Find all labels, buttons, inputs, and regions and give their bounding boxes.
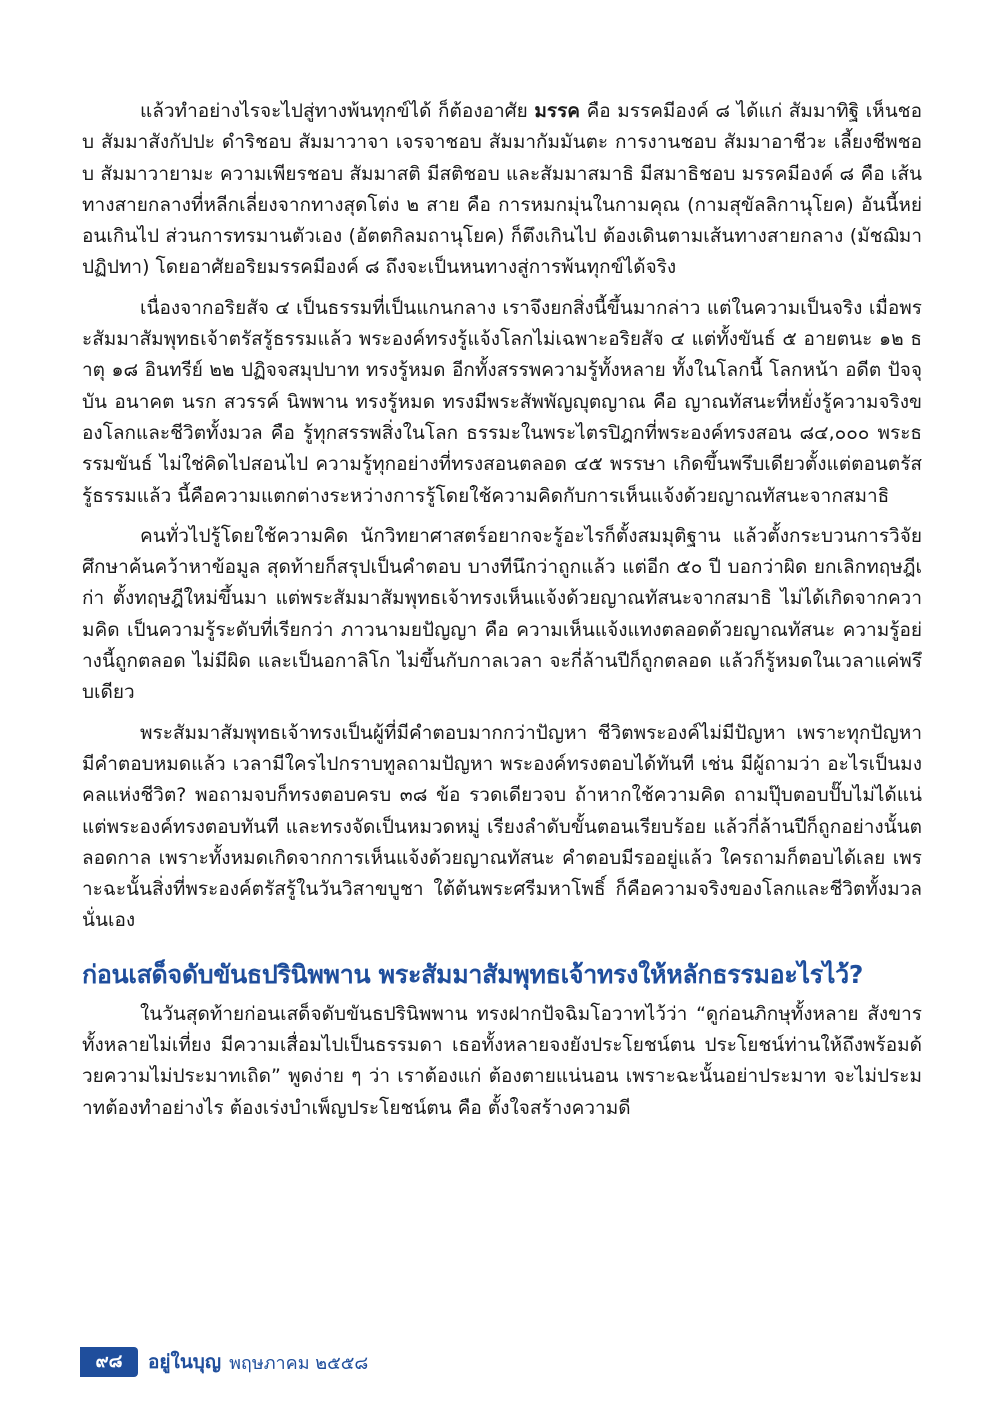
paragraph-1-text-end: คือ มรรคมีองค์ ๘ ได้แก่ สัมมาทิฐิ เห็นชอบ สัมมาสังกัปปะ ดำริชอบ สัมมาวาจา เจรจาชอบ สัมมากัมมันตะ การงานชอบ สัมมาอาชีวะ เลี้ยงชีพชอบ สัมมาวายามะ ความเพียรชอบ สัมมาสติ มีสติชอบ และสัมมาสมาธิ มีสมาธิชอบ มรรคมีองค์ ๘ คือ เส้นทางสายกลางที่หลีกเลี่ยงจากทางสุดโต่ง ๒ สาย คือ การหมกมุ่นในกามคุณ (กามสุขัลลิกานุโยค) อันนี้หย่อนเกินไป ส่วนการทรมานตัวเอง (อัตตกิลมถานุโยค) ก็ตึงเกินไป ต้องเดินตามเส้นทางสายกลาง (มัชฌิมาปฏิปทา) โดยอาศัยอริยมรรคมีองค์ ๘ ถึงจะเป็นหนทางสู่การพ้นทุกข์ได้จริง	[82, 100, 922, 279]
article-body	[82, 96, 922, 1133]
paragraph-3: คนทั่วไปรู้โดยใช้ความคิด นักวิทยาศาสตร์อยากจะรู้อะไรก็ตั้งสมมุติฐาน แล้วตั้งกระบวนการวิจัย ศึกษาค้นคว้าหาข้อมูล สุดท้ายก็สรุปเป็นคำตอบ บางทีนึกว่าถูกแล้ว แต่อีก ๕๐ ปี บอกว่าผิด ยกเลิกทฤษฎีเก่า ตั้งทฤษฎีใหม่ขึ้นมา แต่พระสัมมาสัมพุทธเจ้าทรงเห็นแจ้งด้วยญาณทัสนะจากสมาธิ ไม่ได้เกิดจากความคิด เป็นความรู้ระดับที่เรียกว่า ภาวนามยปัญญา คือ ความเห็นแจ้งแทงตลอดด้วยญาณทัสนะ ความรู้อย่างนี้ถูกตลอด ไม่มีผิด และเป็นอกาลิโก ไม่ขึ้นกับกาลเวลา จะกี่ล้านปีก็ถูกตลอด แล้วก็รู้หมดในเวลาแค่พรึบเดียว	[82, 524, 922, 704]
paragraph-1	[82, 96, 922, 284]
paragraph-4: พระสัมมาสัมพุทธเจ้าทรงเป็นผู้ที่มีคำตอบมากกว่าปัญหา ชีวิตพระองค์ไม่มีปัญหา เพราะทุกปัญหามีคำตอบหมดแล้ว เวลามีใครไปกราบทูลถามปัญหา พระองค์ทรงตอบได้ทันที เช่น มีผู้ถามว่า อะไรเป็นมงคลแห่งชีวิต? พอถามจบก็ทรงตอบครบ ๓๘ ข้อ รวดเดียวจบ ถ้าหากใช้ความคิด ถามปุ๊บตอบปั๊บไม่ได้แน่ แต่พระองค์ทรงตอบทันที และทรงจัดเป็นหมวดหมู่ เรียงลำดับขั้นตอนเรียบร้อย แล้วกี่ล้านปีก็ถูกอย่างนั้นตลอดกาล เพราะทั้งหมดเกิดจากการเห็นแจ้งด้วยญาณทัสนะ คำตอบมีรออยู่แล้ว ใครถามก็ตอบได้เลย เพราะฉะนั้นสิ่งที่พระองค์ตรัสรู้ในวันวิสาขบูชา ใต้ต้นพระศรีมหาโพธิ์ ก็คือความจริงของโลกและชีวิตทั้งมวลนั่นเอง	[82, 721, 922, 932]
page-number: ๙๘	[80, 1347, 138, 1377]
section-heading: ก่อนเสด็จดับขันธปรินิพพาน พระสัมมาสัมพุทธเจ้าทรงให้หลักธรรมอะไรไว้?	[82, 959, 864, 989]
paragraph-5: ในวันสุดท้ายก่อนเสด็จดับขันธปรินิพพาน ทรงฝากปัจฉิมโอวาทไว้ว่า “ดูก่อนภิกษุทั้งหลาย สังขารทั้งหลายไม่เที่ยง มีความเสื่อมไปเป็นธรรมดา เธอทั้งหลายจงยังประโยชน์ตน ประโยชน์ท่านให้ถึงพร้อมด้วยความไม่ประมาทเถิด” พูดง่าย ๆ ว่า เราต้องแก่ ต้องตายแน่นอน เพราะฉะนั้นอย่าประมาท จะไม่ประมาทต้องทำอย่างไร ต้องเร่งบำเพ็ญประโยชน์ตน คือ ตั้งใจสร้างความดี	[82, 1002, 922, 1119]
paragraph-1-bold-term: มรรค	[534, 100, 581, 122]
paragraph-2: เนื่องจากอริยสัจ ๔ เป็นธรรมที่เป็นแกนกลาง เราจึงยกสิ่งนี้ขึ้นมากล่าว แต่ในความเป็นจริง เมื่อพระสัมมาสัมพุทธเจ้าตรัสรู้ธรรมแล้ว พระองค์ทรงรู้แจ้งโลกไม่เฉพาะอริยสัจ ๔ แต่ทั้งขันธ์ ๕ อายตนะ ๑๒ ธาตุ ๑๘ อินทรีย์ ๒๒ ปฏิจจสมุปบาท ทรงรู้หมด อีกทั้งสรรพความรู้ทั้งหลาย ทั้งในโลกนี้ โลกหน้า อดีต ปัจจุบัน อนาคต นรก สวรรค์ นิพพาน ทรงรู้หมด ทรงมีพระสัพพัญญุตญาณ คือ ญาณทัสนะที่หยั่งรู้ความจริงของโลกและชีวิตทั้งมวล คือ รู้ทุกสรรพสิ่งในโลก ธรรมะในพระไตรปิฎกที่พระองค์ทรงสอน ๘๔,๐๐๐ พระธรรมขันธ์ ไม่ใช่คิดไปสอนไป ความรู้ทุกอย่างที่ทรงสอนตลอด ๔๕ พรรษา เกิดขึ้นพรึบเดียวตั้งแต่ตอนตรัสรู้ธรรมแล้ว นี้คือความแตกต่างระหว่างการรู้โดยใช้ความคิดกับการเห็นแจ้งด้วยญาณทัสนะจากสมาธิ	[82, 296, 922, 507]
magazine-name: อยู่ในบุญ	[148, 1351, 222, 1373]
paragraph-1-text-start: แล้วทำอย่างไรจะไปสู่ทางพ้นทุกข์ได้ ก็ต้องอาศัย	[140, 100, 535, 122]
issue-date: พฤษภาคม ๒๕๕๘	[229, 1352, 369, 1374]
page-footer	[80, 1347, 368, 1377]
